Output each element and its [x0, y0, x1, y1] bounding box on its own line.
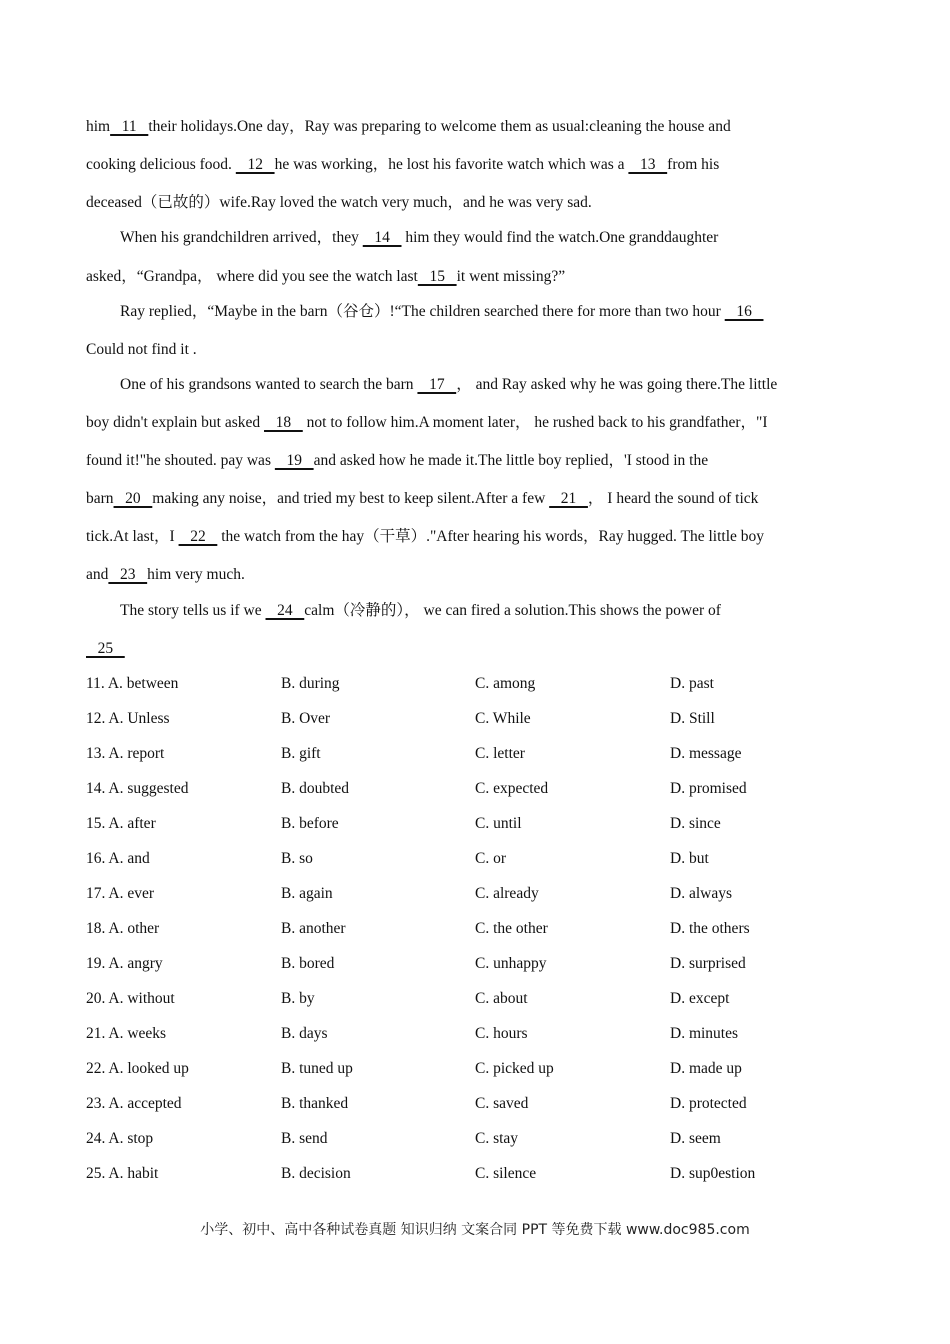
option-row — [86, 848, 886, 870]
option-c: C. stay — [475, 1130, 519, 1147]
passage-text: cooking delicious food. — [86, 156, 236, 173]
option-b: B. decision — [281, 1165, 351, 1182]
option-a: 19. A. angry — [86, 955, 163, 972]
passage-text: deceased（已故的）wife.Ray loved the watch very much，and he was very sad. — [86, 194, 592, 211]
passage-line — [86, 638, 876, 660]
option-b: B. tuned up — [281, 1060, 353, 1077]
blank-24: 24 — [265, 602, 305, 619]
passage-line — [86, 266, 876, 288]
option-c: C. picked up — [475, 1060, 554, 1077]
passage-text: boy didn't explain but asked — [86, 414, 265, 431]
option-c: C. While — [475, 710, 531, 727]
option-d: D. promised — [670, 780, 747, 797]
passage-text: the watch from the hay（干草）."After hearing his words，Ray hugged. The little boy — [217, 528, 765, 545]
option-d: D. minutes — [670, 1025, 739, 1042]
option-a: 21. A. weeks — [86, 1025, 167, 1042]
option-b: B. before — [281, 815, 339, 832]
option-d: D. except — [670, 990, 730, 1007]
passage-line — [120, 374, 910, 396]
option-a: 16. A. and — [86, 850, 150, 867]
option-row — [86, 1128, 886, 1150]
passage-line — [86, 116, 876, 138]
passage-line — [86, 526, 876, 548]
passage-line — [120, 600, 910, 622]
blank-14: 14 — [362, 229, 402, 246]
option-d: D. always — [670, 885, 732, 902]
passage-line — [86, 564, 876, 586]
passage-line — [86, 339, 876, 361]
blank-22: 22 — [178, 528, 218, 545]
passage-text: ， and Ray asked why he was going there.The little — [456, 376, 778, 393]
passage-line — [86, 154, 876, 176]
passage-text: him very much. — [147, 566, 245, 583]
passage-line — [86, 488, 876, 510]
option-row — [86, 988, 886, 1010]
passage-line — [86, 450, 876, 472]
passage-line — [86, 192, 876, 214]
passage-text: him they would find the watch.One granddaughter — [401, 229, 719, 246]
option-d: D. past — [670, 675, 714, 692]
option-a: 12. A. Unless — [86, 710, 170, 727]
passage-text: found it!"he shouted. pay was — [86, 452, 275, 469]
passage-line — [120, 227, 910, 249]
passage-text: When his grandchildren arrived，they — [120, 229, 363, 246]
option-c: C. already — [475, 885, 539, 902]
blank-15: 15 — [417, 268, 457, 285]
option-row — [86, 918, 886, 940]
option-a: 13. A. report — [86, 745, 165, 762]
option-row — [86, 1023, 886, 1045]
option-c: C. among — [475, 675, 536, 692]
passage-text: The story tells us if we — [120, 602, 266, 619]
blank-23: 23 — [108, 566, 148, 583]
option-row — [86, 953, 886, 975]
passage-text: tick.At last，I — [86, 528, 179, 545]
blank-12: 12 — [235, 156, 275, 173]
option-b: B. doubted — [281, 780, 350, 797]
passage-text: and — [86, 566, 109, 583]
option-row — [86, 743, 886, 765]
blank-20: 20 — [113, 490, 153, 507]
option-b: B. thanked — [281, 1095, 349, 1112]
option-row — [86, 708, 886, 730]
option-row — [86, 778, 886, 800]
passage-text: he was working，he lost his favorite watch which was a — [274, 156, 629, 173]
passage-text: their holidays.One day，Ray was preparing to welcome them as usual:cleaning the house and — [148, 118, 731, 135]
option-b: B. gift — [281, 745, 321, 762]
passage-text: Could not find it . — [86, 341, 197, 358]
option-a: 15. A. after — [86, 815, 156, 832]
option-c: C. hours — [475, 1025, 528, 1042]
passage-text: asked，“Grandpa， where did you see the watch last — [86, 268, 418, 285]
blank-17: 17 — [417, 376, 457, 393]
option-row — [86, 1058, 886, 1080]
blank-11: 11 — [110, 118, 149, 135]
blank-25: 25 — [86, 640, 125, 657]
option-a: 23. A. accepted — [86, 1095, 182, 1112]
option-d: D. surprised — [670, 955, 746, 972]
option-b: B. send — [281, 1130, 328, 1147]
option-row — [86, 1163, 886, 1185]
option-b: B. during — [281, 675, 340, 692]
option-a: 17. A. ever — [86, 885, 155, 902]
option-d: D. the others — [670, 920, 750, 937]
option-c: C. expected — [475, 780, 549, 797]
option-row — [86, 1093, 886, 1115]
option-d: D. message — [670, 745, 742, 762]
option-a: 18. A. other — [86, 920, 160, 937]
option-a: 22. A. looked up — [86, 1060, 189, 1077]
option-row — [86, 883, 886, 905]
passage-text: ， I heard the sound of tick — [587, 490, 759, 507]
option-d: D. sup0estion — [670, 1165, 756, 1182]
passage-line — [120, 301, 910, 323]
option-row — [86, 813, 886, 835]
option-a: 25. A. habit — [86, 1165, 159, 1182]
blank-21: 21 — [549, 490, 588, 507]
option-b: B. so — [281, 850, 313, 867]
option-d: D. since — [670, 815, 721, 832]
blank-13: 13 — [628, 156, 668, 173]
option-d: D. seem — [670, 1130, 721, 1147]
blank-18: 18 — [264, 414, 303, 431]
passage-text: from his — [667, 156, 720, 173]
passage-text: making any noise，and tried my best to keep silent.After a few — [152, 490, 550, 507]
option-b: B. days — [281, 1025, 328, 1042]
option-c: C. silence — [475, 1165, 537, 1182]
passage-text: Ray replied，“Maybe in the barn（谷仓）!“The children searched there for more than two hour — [120, 303, 725, 320]
option-a: 20. A. without — [86, 990, 175, 1007]
option-c: C. saved — [475, 1095, 529, 1112]
option-c: C. the other — [475, 920, 548, 937]
option-c: C. or — [475, 850, 506, 867]
option-d: D. Still — [670, 710, 715, 727]
passage-text: him — [86, 118, 111, 135]
option-d: D. protected — [670, 1095, 747, 1112]
option-c: C. about — [475, 990, 528, 1007]
blank-19: 19 — [274, 452, 314, 469]
option-b: B. again — [281, 885, 333, 902]
option-b: B. Over — [281, 710, 331, 727]
option-a: 14. A. suggested — [86, 780, 189, 797]
option-c: C. letter — [475, 745, 525, 762]
option-a: 24. A. stop — [86, 1130, 154, 1147]
passage-text: One of his grandsons wanted to search the barn — [120, 376, 418, 393]
passage-text: not to follow him.A moment later， he rushed back to his grandfather，"I — [302, 414, 768, 431]
blank-16: 16 — [724, 303, 764, 320]
passage-text: barn — [86, 490, 114, 507]
passage-line — [86, 412, 876, 434]
option-d: D. made up — [670, 1060, 742, 1077]
option-d: D. but — [670, 850, 709, 867]
option-a: 11. A. between — [86, 675, 179, 692]
option-b: B. another — [281, 920, 346, 937]
passage-text: it went missing?” — [456, 268, 566, 285]
option-row — [86, 673, 886, 695]
option-b: B. by — [281, 990, 315, 1007]
option-c: C. until — [475, 815, 522, 832]
footer-text: 小学、初中、高中各种试卷真题 知识归纳 文案合同 PPT 等免费下载 www.doc985.com — [200, 1222, 750, 1238]
option-b: B. bored — [281, 955, 335, 972]
option-c: C. unhappy — [475, 955, 547, 972]
passage-text: calm（冷静的）， we can fired a solution.This shows the power of — [304, 602, 721, 619]
passage-text: and asked how he made it.The little boy replied，'I stood in the — [313, 452, 709, 469]
